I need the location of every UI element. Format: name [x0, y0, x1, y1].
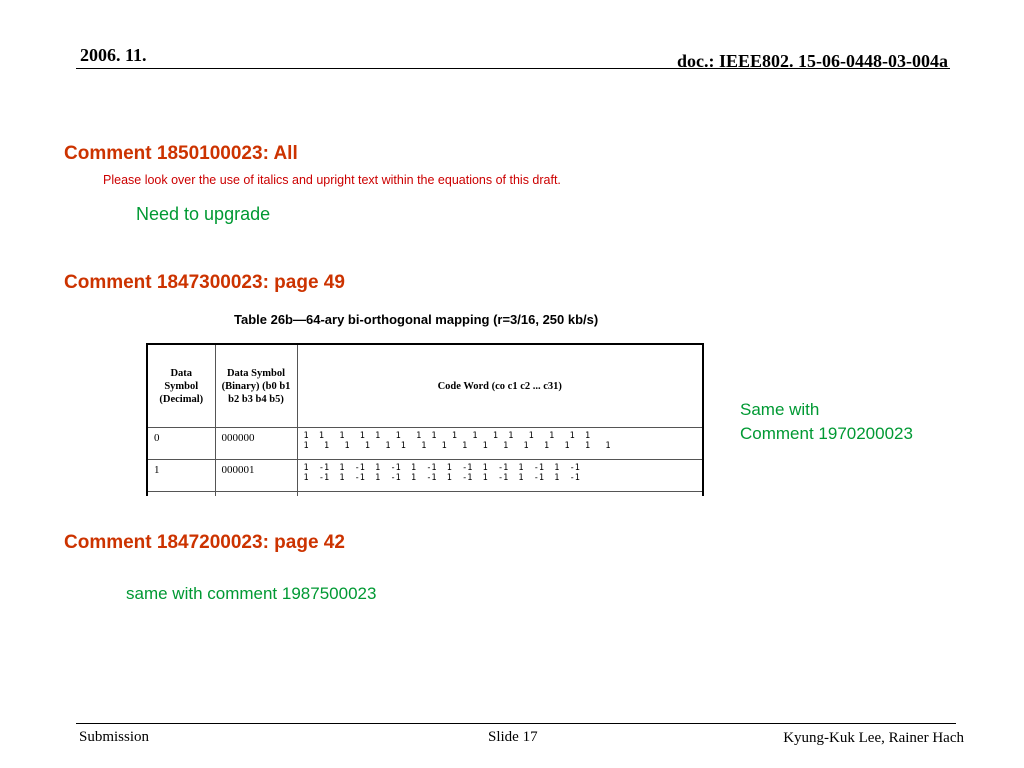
table-caption: Table 26b—64-ary bi-orthogonal mapping (r=3/16, 250 kb/s)	[234, 312, 599, 327]
comment-2-title: Comment 1847300023: page 49	[64, 272, 345, 293]
footer-authors: Kyung-Kuk Lee, Rainer Hach	[783, 730, 964, 746]
footer-submission: Submission	[79, 729, 150, 745]
header-doc-id: doc.: IEEE802. 15-06-0448-03-004a	[677, 51, 948, 71]
table-header-row	[147, 344, 703, 428]
codeword-line-1: 1 -1 1 -1 1 -1 1 -1 1 -1 1 -1 1 -1 1 -1	[303, 463, 580, 473]
codeword-line-2: 1 1 1 1 1 1 1 1 1 1 1 1 1 1 1 1	[303, 441, 611, 451]
comment-1-detail: Please look over the use of italics and upright text within the equations of this draft.	[103, 173, 561, 187]
codeword-line-1: 1 1 1 1 1 1 1 1 1 1 1 1 1 1 1 1	[303, 431, 591, 441]
header-rule	[76, 68, 950, 69]
table-header-binary: Data Symbol (Binary) (b0 b1 b2 b3 b4 b5)	[215, 344, 297, 428]
comment-2-response-line-2: Comment 1970200023	[740, 424, 913, 443]
codeword-line-2: 1 -1 1 -1 1 -1 1 -1 1 -1 1 -1 1 -1 1 -1	[303, 473, 580, 483]
table-header-codeword: Code Word (co c1 c2 ... c31)	[297, 344, 703, 428]
table-row	[147, 428, 703, 460]
table-cell-decimal: 1	[147, 460, 215, 492]
table-header-decimal: Data Symbol (Decimal)	[147, 344, 215, 428]
table-cell-codeword	[297, 428, 703, 460]
table-cell-decimal: 0	[147, 428, 215, 460]
comment-3-title: Comment 1847200023: page 42	[64, 532, 345, 553]
mapping-table-image	[146, 343, 704, 496]
comment-3-response: same with comment 1987500023	[126, 584, 377, 603]
comment-1-response: Need to upgrade	[136, 204, 271, 224]
table-cell-binary: 000001	[215, 460, 297, 492]
mapping-table	[146, 343, 704, 496]
table-row	[147, 460, 703, 492]
header-date: 2006. 11.	[80, 45, 147, 65]
comment-1-title: Comment 1850100023: All	[64, 143, 298, 164]
comment-2-response-line-1: Same with	[740, 400, 820, 419]
footer-slide-number: Slide 17	[488, 729, 538, 745]
table-row-cut	[147, 492, 703, 497]
table-cell-codeword	[297, 460, 703, 492]
table-cell-binary: 000000	[215, 428, 297, 460]
footer-rule	[76, 723, 956, 724]
